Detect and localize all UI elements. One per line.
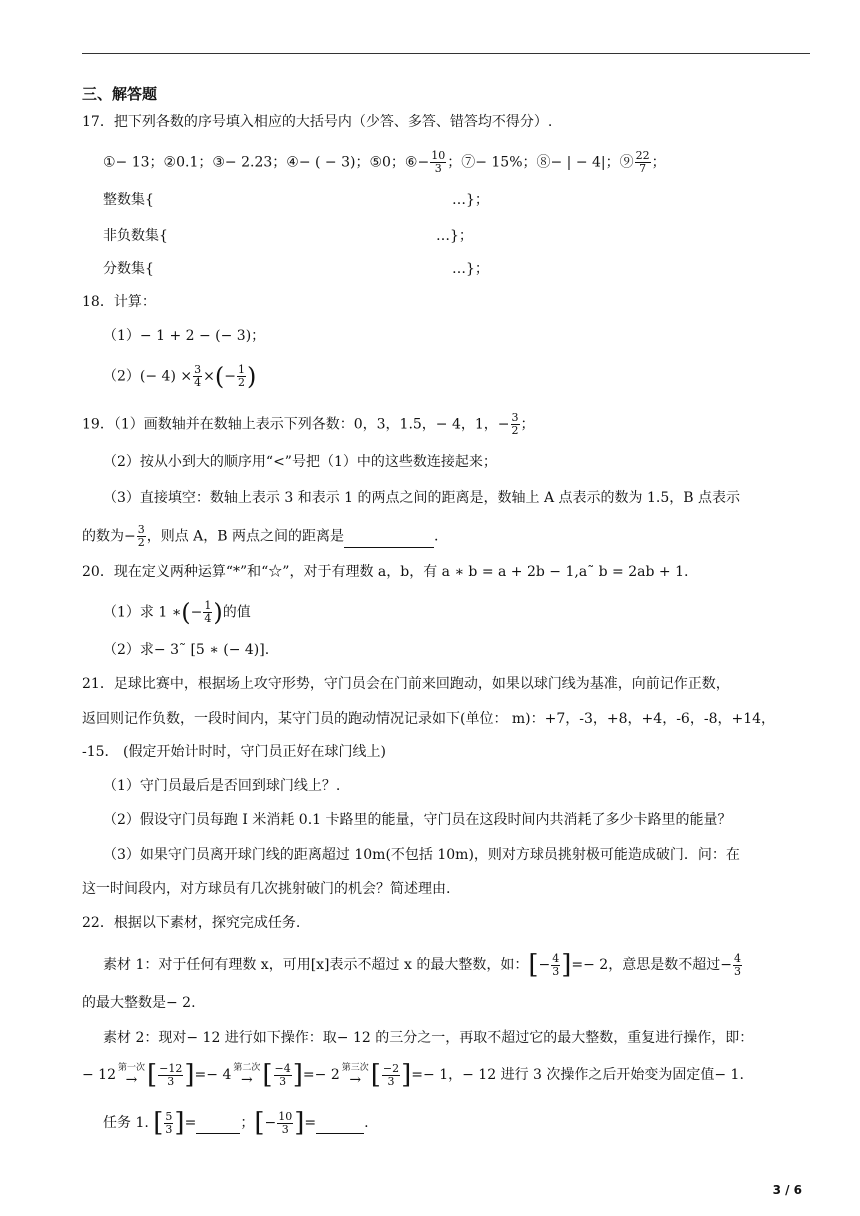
q19-part3-continued (82, 524, 439, 549)
fraction-denominator: 3 (387, 1074, 395, 1088)
q21-part1: （1）守门员最后是否回到球门线上？. (103, 778, 341, 794)
q20-part1-end: 的值 (222, 604, 251, 621)
fraction-denominator: 3 (165, 1122, 173, 1136)
floor-bracket (147, 1062, 195, 1088)
q21-line3: -15． (假定开始计时时，守门员正好在球门线上) (82, 744, 386, 760)
q17-set-nonnegative (103, 226, 168, 246)
q17-numbers-part-a: ①− 13；②0.1；③− 2.23；④− ( − 3)；⑤0；⑥− (103, 154, 430, 171)
q18-minus: − (224, 368, 236, 385)
fraction-numerator: 3 (194, 363, 202, 376)
q19-part3b-fraction (137, 524, 146, 549)
fraction-denominator: 2 (511, 424, 519, 437)
equals-sign-2: = (304, 1115, 317, 1131)
floor-bracket (371, 1062, 412, 1088)
right-paren: ) (246, 362, 257, 391)
left-bracket: [ (153, 1108, 164, 1138)
fraction-numerator: 3 (137, 523, 145, 536)
q18-fraction-2 (237, 364, 246, 389)
q17-numbers-end: ； (651, 154, 666, 171)
fraction-numerator: 5 (165, 1109, 173, 1123)
equals-sign: = (184, 1115, 197, 1131)
fraction-denominator: 3 (552, 964, 560, 978)
q21-line2: 返回则记作负数，一段时间内，某守门员的跑动情况记录如下(单位： m)：+7，-3，+8，+4，-6，-8，+14， (82, 711, 776, 727)
right-bracket: ] (294, 1108, 305, 1138)
fraction-numerator: 1 (237, 363, 245, 376)
q18-part1: （1）− 1 + 2 − (− 3)； (103, 328, 266, 344)
minus-sign: − (264, 1115, 277, 1131)
chain-result-3: =− 1 (411, 1067, 449, 1083)
step-arrow-1 (118, 1063, 145, 1087)
q22-operation-chain (82, 1062, 744, 1088)
fraction-denominator: 3 (279, 1074, 287, 1088)
left-paren: ( (214, 362, 225, 391)
q17-set-fractions-end: …}； (452, 261, 489, 277)
q19-part3: （3）直接填空：数轴上表示 3 和表示 1 的两点之间的距离是，数轴上 A 点表示的数为 1.5，B 点表示 (103, 490, 740, 506)
answer-blank-1 (196, 1113, 240, 1134)
q20-stem: 20．现在定义两种运算“*”和“☆”，对于有理数 a，b，有 a ∗ b = a + 2b − 1,a˜ b = 2ab + 1. (82, 564, 689, 580)
q22-material2: 素材 2：现对− 12 进行如下操作：取− 12 的三分之一，再取不超过它的最大整数，重复进行操作，即： (103, 1030, 754, 1046)
task-end: . (364, 1115, 369, 1131)
q19-part3b-text-2: ，则点 A，B 两点之间的距离是 (146, 528, 345, 545)
q19-part3b-text: 的数为− (82, 528, 136, 545)
answer-blank (344, 527, 434, 548)
floor-bracket (528, 952, 571, 978)
q21-part3-continued: 这一时间段内，对方球员有几次挑射破门的机会？简述理由. (82, 881, 451, 897)
q19-part1 (82, 412, 535, 437)
answer-blank-2 (316, 1113, 364, 1134)
q22-m1-minus: − (538, 957, 551, 973)
q17-fraction-6 (430, 150, 446, 175)
left-bracket: [ (262, 1060, 273, 1090)
set-label: 非负数集{ (103, 228, 168, 244)
separator: ； (240, 1115, 255, 1131)
q18-stem: 18．计算： (82, 294, 156, 310)
left-bracket: [ (254, 1108, 265, 1138)
q22-material1 (103, 952, 743, 978)
step-arrow-3 (342, 1063, 369, 1087)
fraction-denominator: 4 (194, 376, 202, 389)
right-bracket: ] (174, 1108, 185, 1138)
fraction-numerator: −2 (382, 1061, 400, 1075)
step-arrow-2 (233, 1063, 260, 1087)
q17-set-integers-end: …}； (452, 192, 489, 208)
fraction-numerator: 1 (204, 599, 212, 612)
right-paren: ) (213, 598, 223, 627)
q17-stem: 17．把下列各数的序号填入相应的大括号内（少答、多答、错答均不得分）. (82, 114, 553, 130)
right-arrow-icon: → (349, 1072, 362, 1088)
q17-fraction-9 (635, 150, 651, 175)
q19-part1-end: ； (520, 416, 535, 433)
chain-start: − 12 (82, 1067, 116, 1083)
q19-fraction (511, 412, 520, 437)
fraction-numerator: 4 (552, 951, 560, 965)
section-title: 三、解答题 (82, 85, 158, 103)
fraction-denominator: 3 (281, 1122, 289, 1136)
q21-part3: （3）如果守门员离开球门线的距离超过 10m(不包括 10m)，则对方球员挑射极可能造成破门．问：在 (103, 847, 740, 863)
q18-part2 (103, 364, 256, 389)
q17-set-nonnegative-end: …}； (436, 228, 473, 244)
right-arrow-icon: → (241, 1072, 253, 1088)
q20-minus: − (190, 604, 203, 621)
right-bracket: ] (561, 950, 572, 980)
q20-part1-text: （1）求 1 ∗ (103, 604, 182, 621)
fraction-denominator: 3 (434, 162, 442, 175)
q21-part2: （2）假设守门员每跑 I 米消耗 0.1 卡路里的能量，守门员在这段时间内共消耗了多少卡路里的能量？ (103, 812, 732, 828)
set-label: 分数集{ (103, 261, 154, 277)
fraction-numerator: −4 (274, 1061, 291, 1075)
fraction-denominator: 7 (639, 162, 647, 175)
fraction-numerator: 10 (278, 1109, 293, 1123)
floor-bracket (254, 1110, 304, 1136)
q22-m1-fraction-2 (733, 953, 742, 978)
task-fraction-1 (164, 1111, 173, 1136)
q19-part3b-end: . (434, 528, 439, 545)
fraction-denominator: 2 (137, 536, 145, 549)
left-bracket: [ (147, 1060, 158, 1090)
q22-m1-fraction (551, 953, 560, 978)
step-label: 第一次 (118, 1063, 146, 1073)
step-label: 第二次 (233, 1063, 261, 1073)
q22-material1-text-2: =− 2，意思是数不超过− (571, 957, 732, 973)
page-number: 3 / 6 (772, 1183, 802, 1197)
fraction-numerator: 10 (431, 149, 446, 162)
chain-fraction-1 (158, 1063, 183, 1088)
fraction-denominator: 3 (167, 1074, 175, 1088)
chain-result-2: =− 2 (302, 1067, 340, 1083)
header-rule (82, 53, 810, 54)
chain-fraction-3 (382, 1063, 400, 1088)
q20-part1 (103, 600, 251, 625)
fraction-numerator: 3 (511, 411, 519, 424)
q22-stem: 22．根据以下素材，探究完成任务. (82, 915, 301, 931)
q22-material1-continued: 的最大整数是− 2. (82, 995, 196, 1011)
step-label: 第三次 (341, 1063, 369, 1073)
right-bracket: ] (292, 1060, 303, 1090)
q22-task1 (103, 1110, 369, 1136)
fraction-numerator: 4 (733, 951, 741, 965)
fraction-denominator: 4 (204, 612, 212, 625)
q19-part1-text: 19．（1）画数轴并在数轴上表示下列各数：0，3，1.5，− 4，1，− (82, 416, 510, 433)
right-bracket: ] (401, 1060, 412, 1090)
set-label: 整数集{ (103, 192, 154, 208)
q17-set-integers (103, 190, 154, 210)
task-fraction-2 (277, 1111, 293, 1136)
left-paren: ( (181, 598, 191, 627)
right-arrow-icon: → (125, 1072, 138, 1088)
task-label: 任务 1. (103, 1115, 149, 1131)
floor-bracket (262, 1062, 303, 1088)
q17-numbers-part-b: ；⑦− 15%；⑧− | − 4|；⑨ (447, 154, 634, 171)
chain-end-text: ，− 12 进行 3 次操作之后开始变为固定值− 1. (448, 1067, 744, 1083)
q18-times: × (203, 368, 215, 385)
q19-part2: （2）按从小到大的顺序用“<”号把（1）中的这些数连接起来； (103, 454, 497, 470)
floor-bracket (153, 1110, 184, 1136)
q17-set-fractions (103, 259, 154, 279)
fraction-denominator: 2 (237, 376, 245, 389)
q18-part2-text: （2）(− 4) × (103, 368, 193, 385)
chain-result-1: =− 4 (194, 1067, 232, 1083)
q20-part2: （2）求− 3˜ [5 ∗ (− 4)]. (103, 642, 270, 658)
fraction-denominator: 3 (733, 964, 741, 978)
q22-material1-text: 素材 1：对于任何有理数 x，可用[x]表示不超过 x 的最大整数，如： (103, 957, 529, 973)
q17-numbers (103, 150, 666, 175)
q18-fraction-1 (193, 364, 202, 389)
q20-fraction (203, 600, 212, 625)
q21-line1: 21．足球比赛中，根据场上攻守形势，守门员会在门前来回跑动，如果以球门线为基准，向前记作正数， (82, 676, 730, 692)
fraction-numerator: 22 (635, 149, 650, 162)
left-bracket: [ (370, 1060, 381, 1090)
chain-fraction-2 (274, 1063, 292, 1088)
fraction-numerator: −12 (159, 1061, 183, 1075)
right-bracket: ] (184, 1060, 195, 1090)
left-bracket: [ (528, 950, 539, 980)
